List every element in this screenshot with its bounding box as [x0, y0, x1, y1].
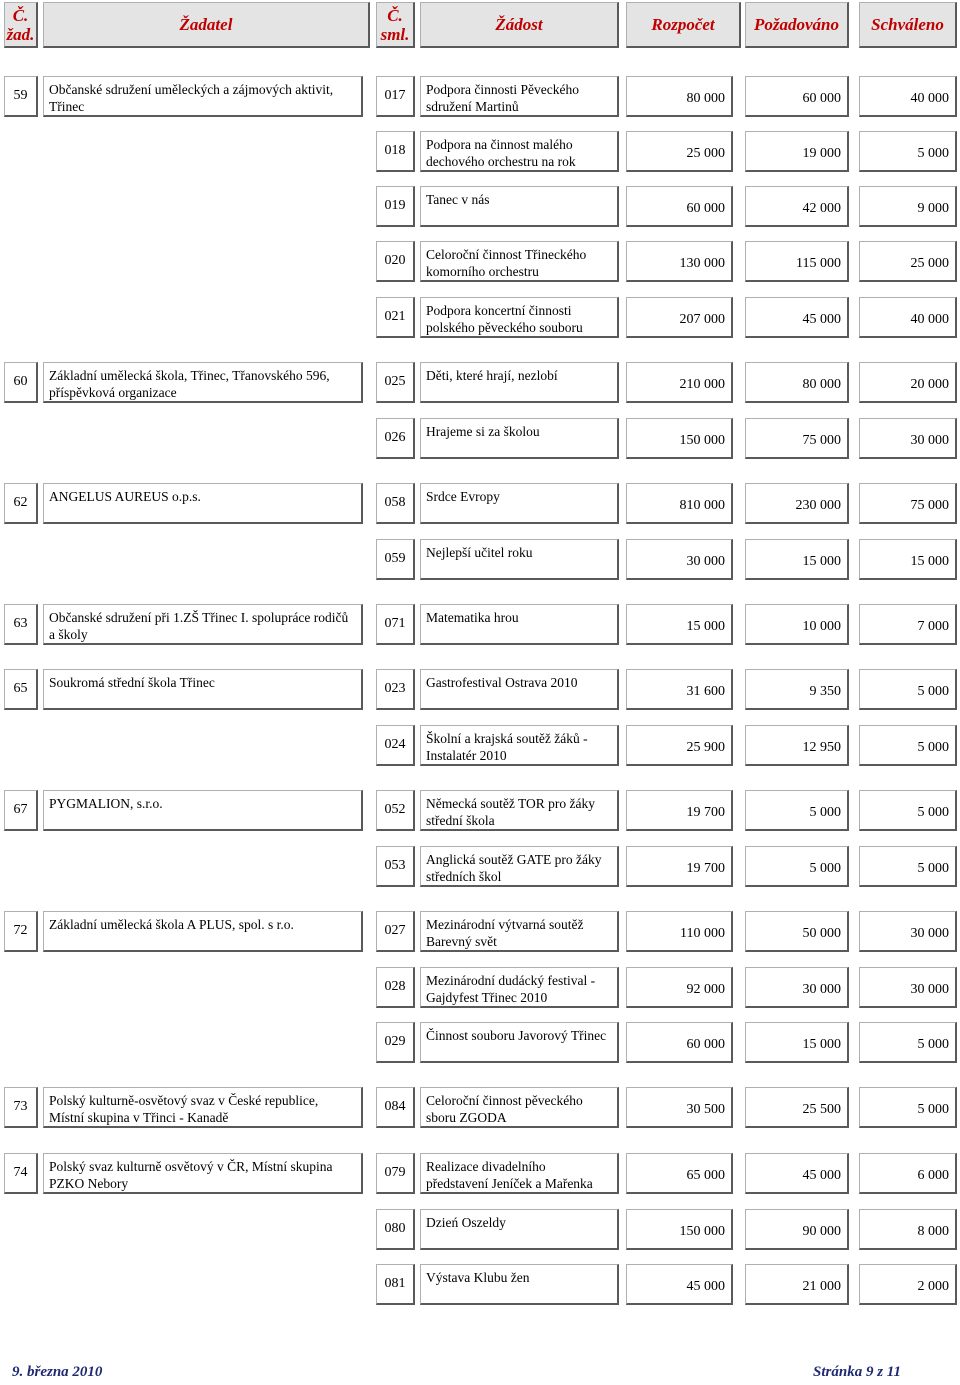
applicant-number: 62 — [4, 483, 38, 524]
request-title: Mezinárodní výtvarná soutěž Barevný svět — [420, 911, 619, 952]
budget-amount: 130 000 — [626, 241, 733, 282]
requested-amount: 12 950 — [745, 725, 849, 766]
budget-amount: 92 000 — [626, 967, 733, 1008]
approved-amount: 5 000 — [859, 846, 957, 887]
contract-number: 028 — [376, 967, 415, 1008]
header-c-zad: Č. žad. — [4, 2, 38, 48]
approved-amount: 15 000 — [859, 539, 957, 580]
approved-amount: 5 000 — [859, 725, 957, 766]
budget-amount: 15 000 — [626, 604, 733, 645]
applicant-name: Soukromá střední škola Třinec — [43, 669, 363, 710]
approved-amount: 30 000 — [859, 418, 957, 459]
budget-amount: 810 000 — [626, 483, 733, 524]
approved-amount: 25 000 — [859, 241, 957, 282]
header-rozpocet: Rozpočet — [626, 2, 741, 48]
applicant-name: PYGMALION, s.r.o. — [43, 790, 363, 831]
approved-amount: 75 000 — [859, 483, 957, 524]
contract-number: 080 — [376, 1209, 415, 1250]
contract-number: 021 — [376, 297, 415, 338]
contract-number: 029 — [376, 1022, 415, 1063]
budget-amount: 30 500 — [626, 1087, 733, 1128]
requested-amount: 19 000 — [745, 131, 849, 172]
request-title: Německá soutěž TOR pro žáky střední škola — [420, 790, 619, 831]
budget-amount: 30 000 — [626, 539, 733, 580]
requested-amount: 45 000 — [745, 297, 849, 338]
approved-amount: 9 000 — [859, 186, 957, 227]
request-title: Výstava Klubu žen — [420, 1264, 619, 1305]
contract-number: 079 — [376, 1153, 415, 1194]
budget-amount: 110 000 — [626, 911, 733, 952]
contract-number: 052 — [376, 790, 415, 831]
applicant-name: Základní umělecká škola A PLUS, spol. s r.o. — [43, 911, 363, 952]
requested-amount: 25 500 — [745, 1087, 849, 1128]
applicant-number: 65 — [4, 669, 38, 710]
contract-number: 081 — [376, 1264, 415, 1305]
request-title: Celoroční činnost pěveckého sboru ZGODA — [420, 1087, 619, 1128]
requested-amount: 42 000 — [745, 186, 849, 227]
request-title: Mezinárodní dudácký festival - Gajdyfest Třinec 2010 — [420, 967, 619, 1008]
request-title: Matematika hrou — [420, 604, 619, 645]
applicant-number: 73 — [4, 1087, 38, 1128]
budget-amount: 80 000 — [626, 76, 733, 117]
contract-number: 027 — [376, 911, 415, 952]
applicant-number: 72 — [4, 911, 38, 952]
budget-amount: 150 000 — [626, 1209, 733, 1250]
requested-amount: 45 000 — [745, 1153, 849, 1194]
applicant-name: Občanské sdružení při 1.ZŠ Třinec I. spolupráce rodičů a školy — [43, 604, 363, 645]
budget-amount: 65 000 — [626, 1153, 733, 1194]
applicant-number: 67 — [4, 790, 38, 831]
approved-amount: 6 000 — [859, 1153, 957, 1194]
approved-amount: 5 000 — [859, 1022, 957, 1063]
request-title: Celoroční činnost Třineckého komorního orchestru — [420, 241, 619, 282]
requested-amount: 5 000 — [745, 790, 849, 831]
contract-number: 058 — [376, 483, 415, 524]
requested-amount: 30 000 — [745, 967, 849, 1008]
budget-amount: 19 700 — [626, 790, 733, 831]
applicant-number: 60 — [4, 362, 38, 403]
applicant-name: Občanské sdružení uměleckých a zájmových aktivit, Třinec — [43, 76, 363, 117]
request-title: Podpora na činnost malého dechového orchestru na rok — [420, 131, 619, 172]
request-title: Anglická soutěž GATE pro žáky středních škol — [420, 846, 619, 887]
contract-number: 023 — [376, 669, 415, 710]
approved-amount: 20 000 — [859, 362, 957, 403]
requested-amount: 9 350 — [745, 669, 849, 710]
requested-amount: 90 000 — [745, 1209, 849, 1250]
request-title: Nejlepší učitel roku — [420, 539, 619, 580]
budget-amount: 19 700 — [626, 846, 733, 887]
contract-number: 053 — [376, 846, 415, 887]
approved-amount: 2 000 — [859, 1264, 957, 1305]
approved-amount: 7 000 — [859, 604, 957, 645]
budget-amount: 60 000 — [626, 186, 733, 227]
contract-number: 071 — [376, 604, 415, 645]
request-title: Hrajeme si za školou — [420, 418, 619, 459]
requested-amount: 60 000 — [745, 76, 849, 117]
approved-amount: 5 000 — [859, 1087, 957, 1128]
requested-amount: 10 000 — [745, 604, 849, 645]
request-title: Realizace divadelního představení Jeníček a Mařenka — [420, 1153, 619, 1194]
applicant-number: 59 — [4, 76, 38, 117]
budget-amount: 60 000 — [626, 1022, 733, 1063]
budget-amount: 210 000 — [626, 362, 733, 403]
requested-amount: 21 000 — [745, 1264, 849, 1305]
budget-amount: 25 900 — [626, 725, 733, 766]
requested-amount: 50 000 — [745, 911, 849, 952]
requested-amount: 15 000 — [745, 539, 849, 580]
contract-number: 024 — [376, 725, 415, 766]
applicant-number: 74 — [4, 1153, 38, 1194]
header-schvaleno: Schváleno — [859, 2, 957, 48]
request-title: Srdce Evropy — [420, 483, 619, 524]
budget-amount: 150 000 — [626, 418, 733, 459]
contract-number: 020 — [376, 241, 415, 282]
request-title: Gastrofestival Ostrava 2010 — [420, 669, 619, 710]
contract-number: 019 — [376, 186, 415, 227]
footer-page: Stránka 9 z 11 — [813, 1364, 901, 1380]
applicant-name: ANGELUS AUREUS o.p.s. — [43, 483, 363, 524]
header-pozadovano: Požadováno — [745, 2, 849, 48]
approved-amount: 40 000 — [859, 297, 957, 338]
budget-amount: 45 000 — [626, 1264, 733, 1305]
request-title: Podpora koncertní činnosti polského pěveckého souboru — [420, 297, 619, 338]
request-title: Činnost souboru Javorový Třinec — [420, 1022, 619, 1063]
contract-number: 018 — [376, 131, 415, 172]
requested-amount: 15 000 — [745, 1022, 849, 1063]
contract-number: 017 — [376, 76, 415, 117]
request-title: Tanec v nás — [420, 186, 619, 227]
approved-amount: 30 000 — [859, 911, 957, 952]
requested-amount: 5 000 — [745, 846, 849, 887]
header-c-sml: Č. sml. — [376, 2, 415, 48]
request-title: Děti, které hrají, nezlobí — [420, 362, 619, 403]
approved-amount: 5 000 — [859, 790, 957, 831]
approved-amount: 30 000 — [859, 967, 957, 1008]
approved-amount: 5 000 — [859, 669, 957, 710]
budget-amount: 31 600 — [626, 669, 733, 710]
applicant-number: 63 — [4, 604, 38, 645]
contract-number: 059 — [376, 539, 415, 580]
approved-amount: 8 000 — [859, 1209, 957, 1250]
approved-amount: 5 000 — [859, 131, 957, 172]
requested-amount: 115 000 — [745, 241, 849, 282]
budget-amount: 25 000 — [626, 131, 733, 172]
header-zadatel: Žadatel — [43, 2, 370, 48]
footer-date: 9. března 2010 — [12, 1364, 103, 1380]
request-title: Podpora činnosti Pěveckého sdružení Martinů — [420, 76, 619, 117]
budget-amount: 207 000 — [626, 297, 733, 338]
request-title: Školní a krajská soutěž žáků - Instalatér 2010 — [420, 725, 619, 766]
contract-number: 025 — [376, 362, 415, 403]
contract-number: 026 — [376, 418, 415, 459]
approved-amount: 40 000 — [859, 76, 957, 117]
applicant-name: Polský kulturně-osvětový svaz v České republice, Místní skupina v Třinci - Kanadě — [43, 1087, 363, 1128]
applicant-name: Polský svaz kulturně osvětový v ČR, Místní skupina PZKO Nebory — [43, 1153, 363, 1194]
header-zadost: Žádost — [420, 2, 619, 48]
requested-amount: 230 000 — [745, 483, 849, 524]
applicant-name: Základní umělecká škola, Třinec, Třanovského 596, příspěvková organizace — [43, 362, 363, 403]
contract-number: 084 — [376, 1087, 415, 1128]
request-title: Dzień Oszeldy — [420, 1209, 619, 1250]
requested-amount: 80 000 — [745, 362, 849, 403]
requested-amount: 75 000 — [745, 418, 849, 459]
